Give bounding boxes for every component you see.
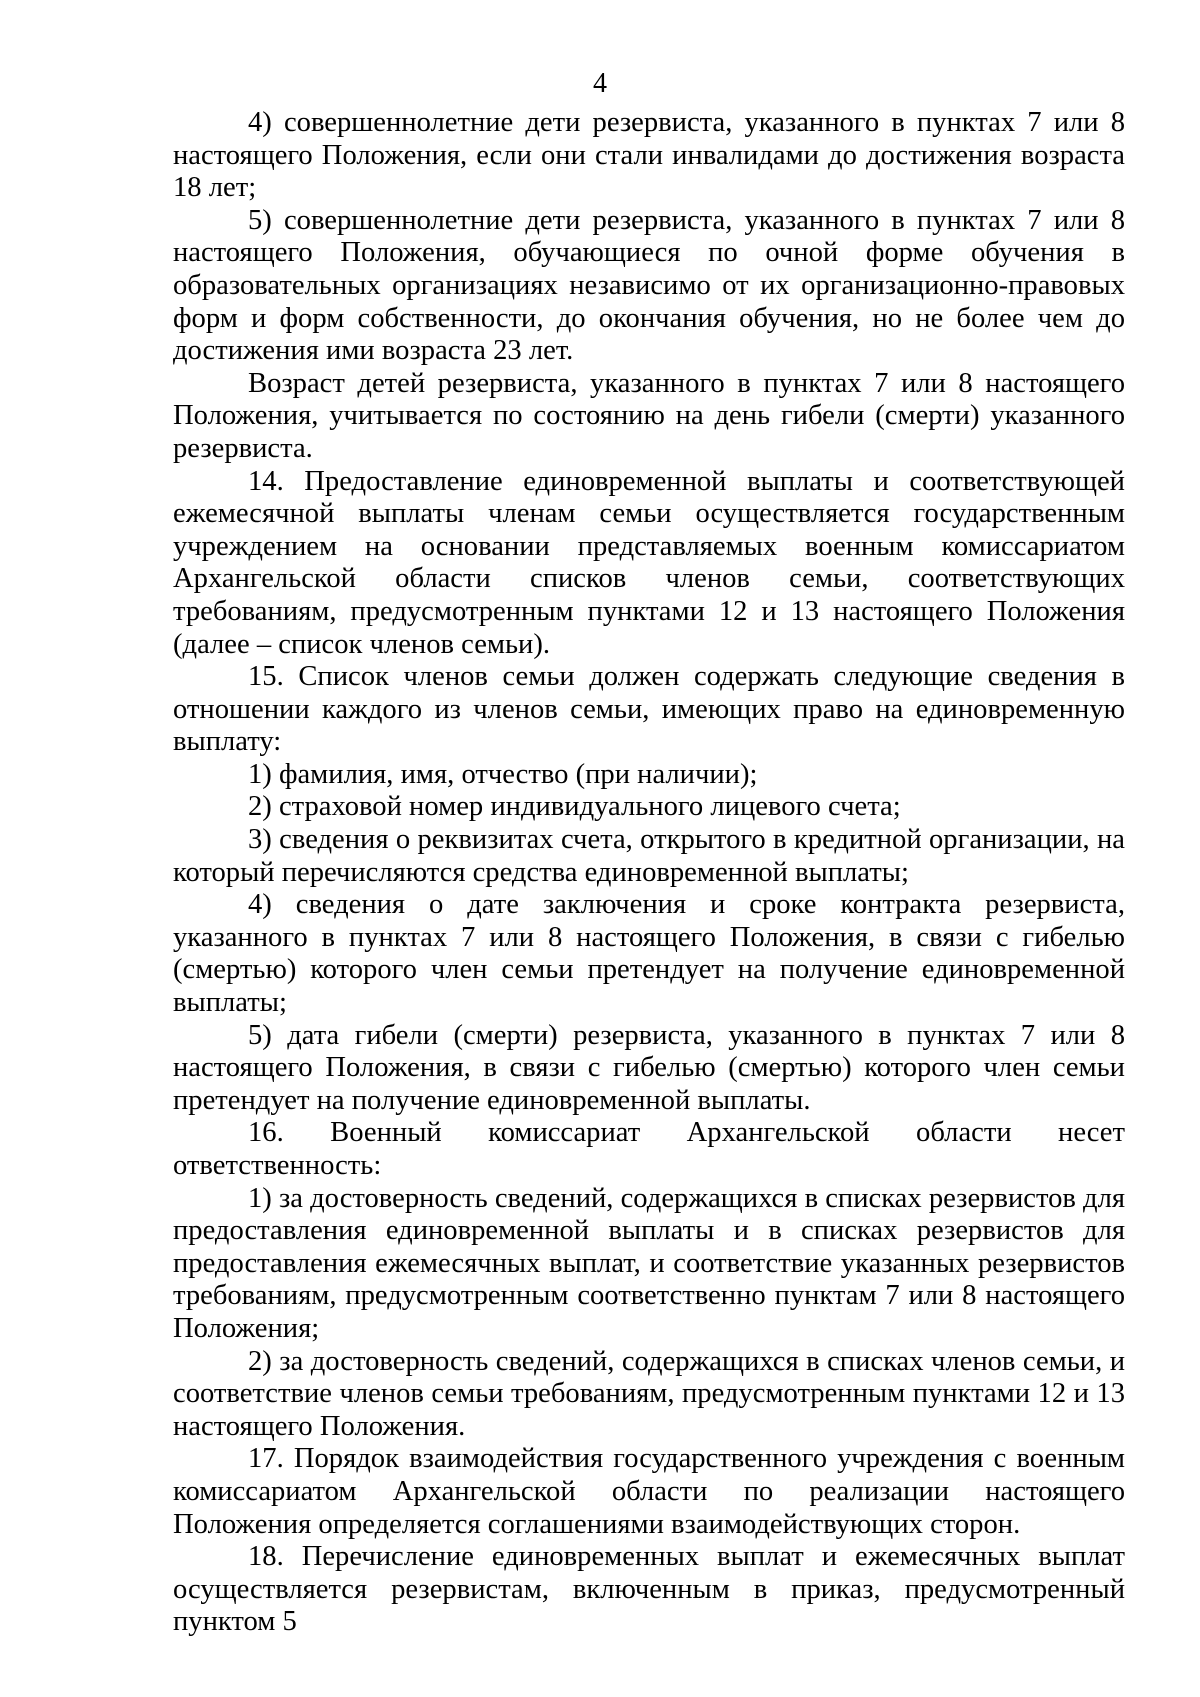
paragraph-15: 15. Список членов семьи должен содержать следующие сведения в отношении каждого из членов семьи, имеющих право на единовременную выплату: — [173, 661, 1125, 758]
paragraph-15-item-1: 1) фамилия, имя, отчество (при наличии); — [248, 758, 758, 790]
paragraph-item-5-adult-children-students: 5) совершеннолетние дети резервиста, указанного в пунктах 7 или 8 настоящего Положения, обучающиеся по очной форме обучения в образовательных организациях независимо от их организационно-правовых форм и форм собственности, до окончания обучения, но не более чем до достижения ими возраста 23 лет. — [173, 204, 1125, 367]
paragraph-16-item-2: 2) за достоверность сведений, содержащихся в списках членов семьи, и соответствие членов семьи требованиям, предусмотренным пунктами 12 и 13 настоящего Положения. — [173, 1345, 1125, 1442]
paragraph-15-item-3: 3) сведения о реквизитах счета, открытого в кредитной организации, на который перечисляются средства единовременной выплаты; — [173, 824, 1125, 888]
paragraph-item-4-disabled-adult-children: 4) совершеннолетние дети резервиста, указанного в пунктах 7 или 8 настоящего Положения, если они стали инвалидами до достижения возраста 18 лет; — [173, 107, 1125, 204]
paragraph-15-item-4: 4) сведения о дате заключения и сроке контракта резервиста, указанного в пунктах 7 или 8 настоящего Положения, в связи с гибелью (смертью) которого член семьи претендует на получение единовременной выплаты; — [173, 889, 1125, 1019]
paragraph-15-item-2: 2) страховой номер индивидуального лицевого счета; — [248, 791, 901, 823]
paragraph-16: 16. Военный комиссариат Архангельской области несет ответственность: — [173, 1117, 1125, 1181]
paragraph-17: 17. Порядок взаимодействия государственного учреждения с военным комиссариатом Архангельской области по реализации настоящего Положения определяется соглашениями взаимодействующих сторон. — [173, 1443, 1125, 1540]
paragraph-14: 14. Предоставление единовременной выплаты и соответствующей ежемесячной выплаты членам семьи осуществляется государственным учреждением на основании представляемых военным комиссариатом Архангельской области списков членов семьи, соответствующих требованиям, предусмотренным пунктами 12 и 13 настоящего Положения (далее – список членов семьи). — [173, 465, 1125, 660]
paragraph-18: 18. Перечисление единовременных выплат и ежемесячных выплат осуществляется резервистам, включенным в приказ, предусмотренный пунктом 5 — [173, 1541, 1125, 1638]
document-body — [173, 107, 1125, 1639]
paragraph-children-age-rule: Возраст детей резервиста, указанного в пунктах 7 или 8 настоящего Положения, учитывается по состоянию на день гибели (смерти) указанного резервиста. — [173, 367, 1125, 464]
paragraph-16-item-1: 1) за достоверность сведений, содержащихся в списках резервистов для предоставления единовременной выплаты и в списках резервистов для предоставления ежемесячных выплат, и соответствие указанных резервистов требованиям, предусмотренным соответственно пунктам 7 или 8 настоящего Положения; — [173, 1182, 1125, 1344]
page-number: 4 — [593, 68, 607, 99]
paragraph-15-item-5: 5) дата гибели (смерти) резервиста, указанного в пунктах 7 или 8 настоящего Положения, в связи с гибелью (смертью) которого член семьи претендует на получение единовременной выплаты. — [173, 1019, 1125, 1116]
